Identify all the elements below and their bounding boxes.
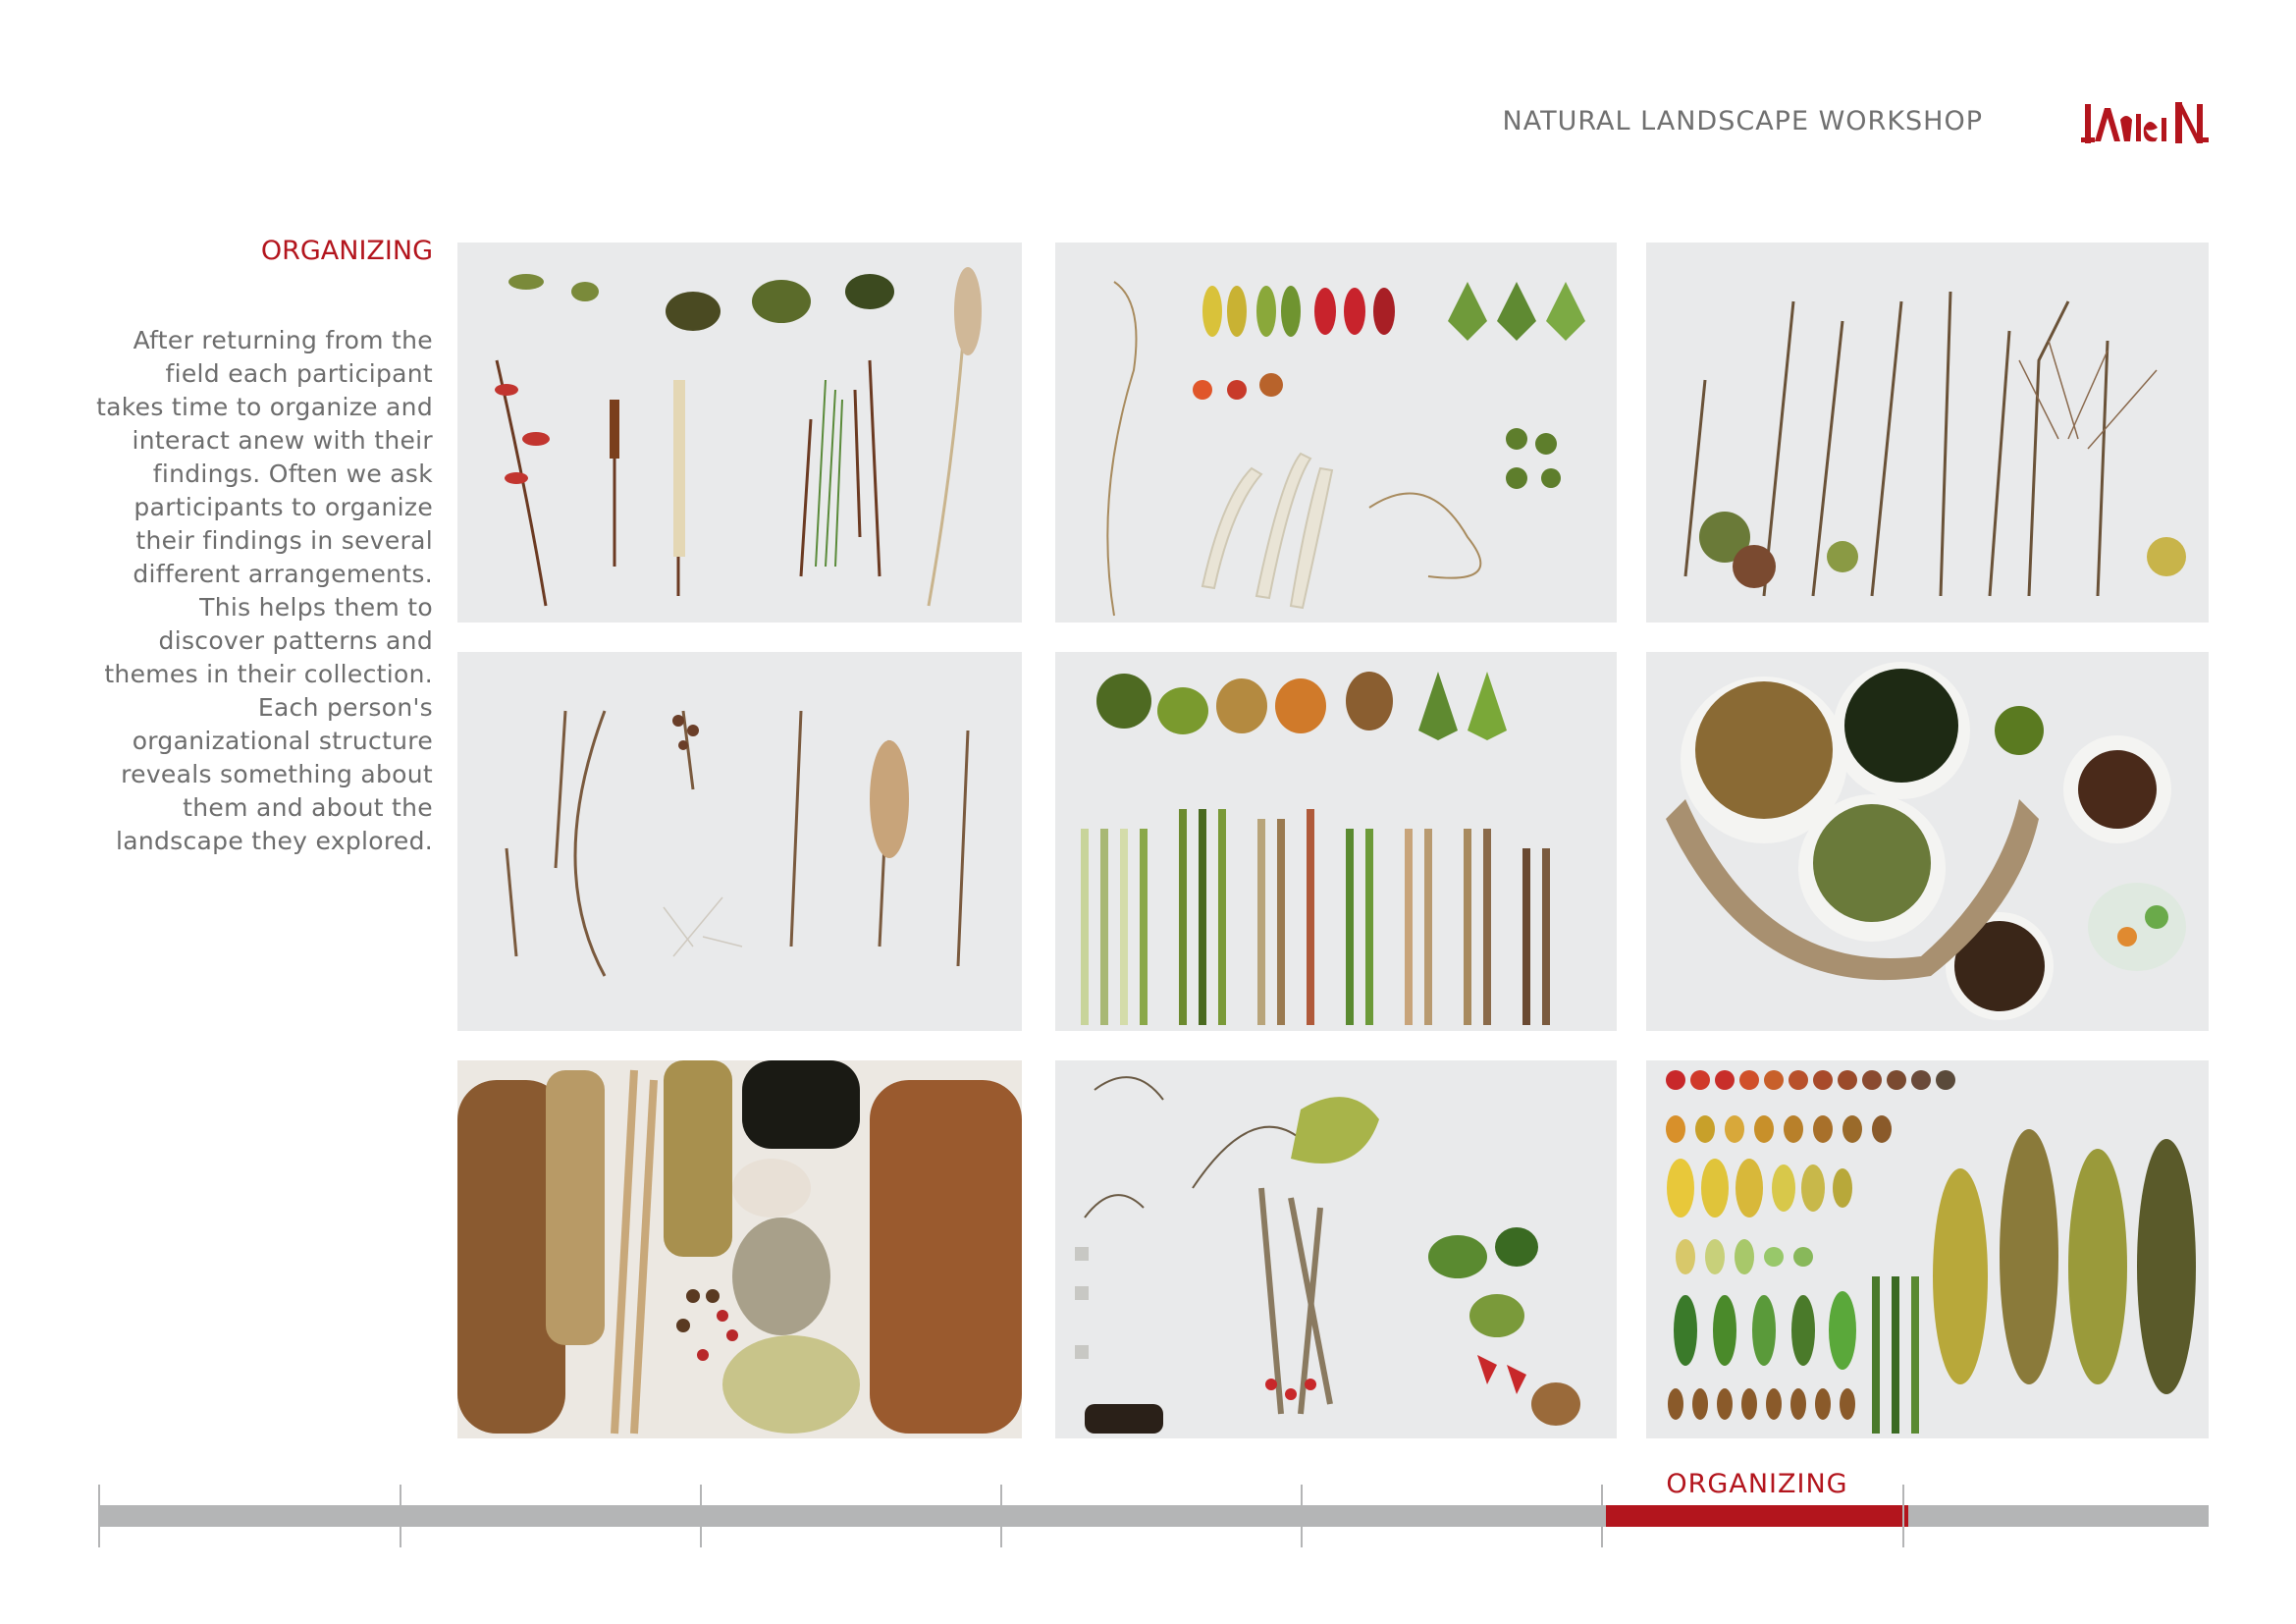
timeline-tick xyxy=(400,1485,401,1547)
timeline-tick xyxy=(1601,1485,1603,1547)
photo-branches-leaves-roots xyxy=(1055,243,1617,623)
photo-plants-arrangement xyxy=(457,243,1022,623)
timeline-tick xyxy=(1000,1485,1002,1547)
photo-leaf-gradient-grid xyxy=(1646,1060,2209,1438)
atelier-nl-logo xyxy=(2081,98,2209,149)
section-heading: ORGANIZING xyxy=(260,236,433,266)
timeline-tick xyxy=(700,1485,702,1547)
page-title: NATURAL LANDSCAPE WORKSHOP xyxy=(1502,106,1983,136)
timeline-active-segment xyxy=(1606,1505,1908,1527)
photo-grasses-reeds xyxy=(1055,652,1617,1031)
body-paragraph: After returning from the field each participant takes time to organize and interact anew with their findings. Often we ask participants to organize their findings in several different arrangements. This helps them to discover patterns and themes in their collection. Each person's organizational structure reveals something about them and about the landscape they explored. xyxy=(96,326,433,855)
photo-moss-bowls xyxy=(1646,652,2209,1031)
timeline-tick xyxy=(1301,1485,1303,1547)
timeline-tick xyxy=(1902,1485,1904,1547)
timeline-active-label: ORGANIZING xyxy=(1666,1469,1848,1499)
timeline-tick xyxy=(98,1485,100,1547)
photo-dried-stems xyxy=(457,652,1022,1031)
photo-bare-branches xyxy=(1646,243,2209,623)
photo-leaves-twigs-moss xyxy=(1055,1060,1617,1438)
photo-dried-grass-pile xyxy=(457,1060,1022,1438)
